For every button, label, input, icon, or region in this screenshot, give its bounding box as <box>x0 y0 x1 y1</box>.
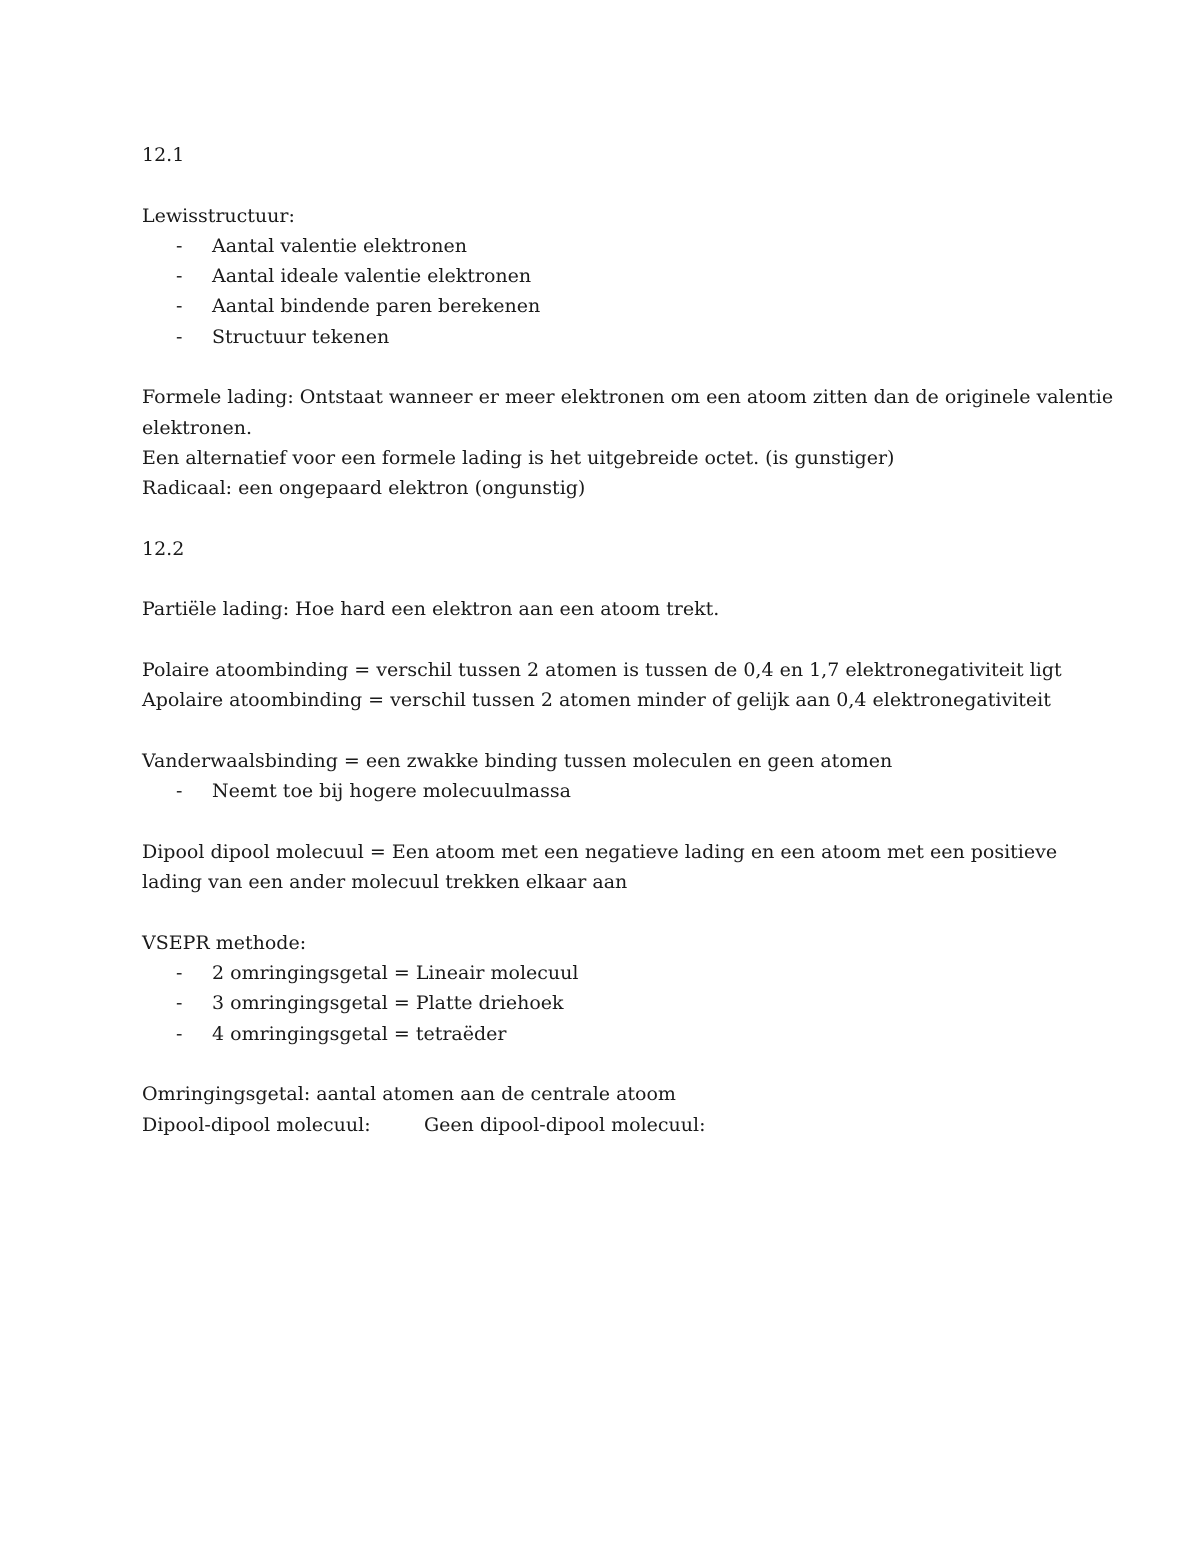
spacer <box>142 170 1082 200</box>
bullet-dash: - <box>176 295 183 318</box>
bullet-dash: - <box>176 325 183 348</box>
lewis-list <box>142 231 1082 352</box>
spacer <box>142 504 1082 534</box>
spacer <box>142 564 1082 594</box>
spacer <box>142 897 1082 927</box>
spacer <box>142 716 1082 746</box>
polaire-line: Polaire atoombinding = verschil tussen 2 atomen is tussen de 0,4 en 1,7 elektronegativiteit ligt <box>142 659 1062 682</box>
list-item <box>142 291 1082 321</box>
list-item-text: Aantal ideale valentie elektronen <box>212 265 532 288</box>
list-item-text: Aantal bindende paren berekenen <box>212 295 541 318</box>
list-item <box>142 776 1082 806</box>
document-page <box>142 140 1114 1140</box>
omringingsgetal-line: Omringingsgetal: aantal atomen aan de centrale atoom <box>142 1083 676 1106</box>
dipool-line-1: Dipool dipool molecuul = Een atoom met een negatieve lading en een atoom met een positieve <box>142 840 1058 863</box>
list-item-text: Structuur tekenen <box>212 325 390 348</box>
list-item <box>142 988 1082 1018</box>
list-item-text: Neemt toe bij hogere molecuulmassa <box>212 780 571 803</box>
list-item-text: 2 omringingsgetal = Lineair molecuul <box>212 962 579 985</box>
spacer <box>142 1049 1082 1079</box>
dipool-right-label: Geen dipool-dipool molecuul: <box>424 1113 706 1136</box>
partiele-lading-line: Partiële lading: Hoe hard een elektron aan een atoom trekt. <box>142 598 720 621</box>
section-heading-12-2: 12.2 <box>142 537 185 560</box>
list-item-text: 4 omringingsgetal = tetraëder <box>212 1022 507 1045</box>
vanderwaals-list <box>142 776 1082 806</box>
formele-lading-line-2: elektronen. <box>142 416 252 439</box>
dipool-columns <box>142 1110 1082 1140</box>
bullet-dash: - <box>176 780 183 803</box>
formele-lading-line-1: Formele lading: Ontstaat wanneer er meer elektronen om een atoom zitten dan de originele valentie <box>142 386 1114 409</box>
spacer <box>142 807 1082 837</box>
spacer <box>142 625 1082 655</box>
vsepr-list <box>142 958 1082 1049</box>
apolaire-line: Apolaire atoombinding = verschil tussen 2 atomen minder of gelijk aan 0,4 elektronegativiteit <box>142 689 1051 712</box>
alternatief-line: Een alternatief voor een formele lading is het uitgebreide octet. (is gunstiger) <box>142 446 895 469</box>
bullet-dash: - <box>176 992 183 1015</box>
bullet-dash: - <box>176 234 183 257</box>
dipool-line-2: lading van een ander molecuul trekken elkaar aan <box>142 871 628 894</box>
section-heading-12-1: 12.1 <box>142 144 185 166</box>
list-item-text: Aantal valentie elektronen <box>212 234 467 257</box>
list-item <box>142 958 1082 988</box>
bullet-dash: - <box>176 962 183 985</box>
dipool-left-label: Dipool-dipool molecuul: <box>142 1113 371 1136</box>
list-item <box>142 261 1082 291</box>
bullet-dash: - <box>176 1022 183 1045</box>
list-item <box>142 1019 1082 1049</box>
spacer <box>142 352 1082 382</box>
lewis-label: Lewisstructuur: <box>142 204 295 227</box>
list-item <box>142 231 1082 261</box>
radicaal-line: Radicaal: een ongepaard elektron (ongunstig) <box>142 477 586 500</box>
vsepr-label: VSEPR methode: <box>142 931 307 954</box>
bullet-dash: - <box>176 265 183 288</box>
vanderwaals-line: Vanderwaalsbinding = een zwakke binding tussen moleculen en geen atomen <box>142 749 893 772</box>
list-item <box>142 322 1082 352</box>
list-item-text: 3 omringingsgetal = Platte driehoek <box>212 992 564 1015</box>
